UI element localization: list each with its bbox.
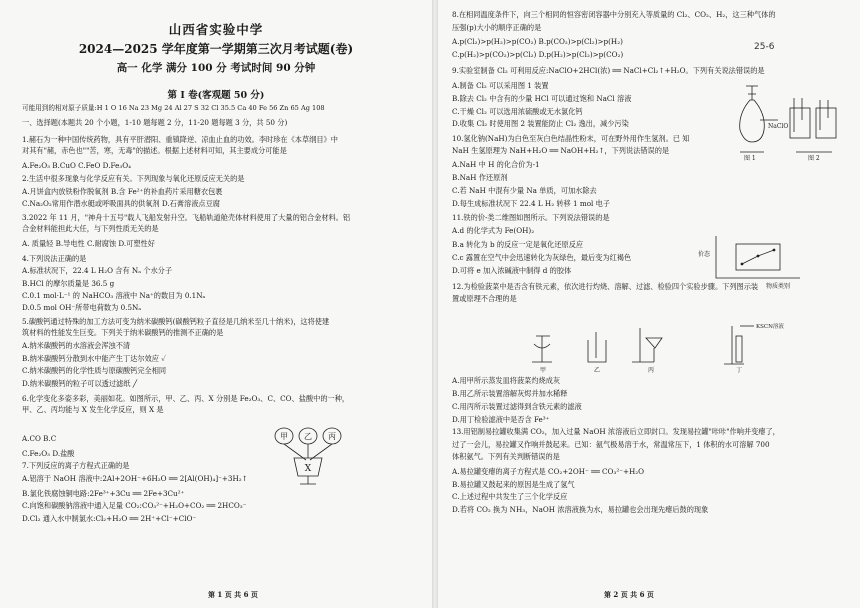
- question-line: 压强(p)大小的顺序正确的是: [452, 23, 542, 32]
- question-line: 2.生活中很多现象与化学反应有关。下列现象与氧化还原反应无关的是: [22, 174, 245, 183]
- page-footer-right: 第 2 页 共 6 页: [604, 590, 654, 599]
- question-line: A.NaH 中 H 的化合价为-1: [452, 160, 540, 169]
- question-line: NaH 生氢原理为 NaH+H₂O ══ NaOH+H₂↑，下列说法错误的是: [452, 146, 670, 155]
- question-line: A.p(Cl₂)>p(H₂)>p(CO₂) B.p(CO₂)>p(Cl₂)>p(H₂): [452, 37, 623, 46]
- question-line: D.0.5 mol OH⁻所带电荷数为 0.5Nₐ: [22, 303, 142, 312]
- page-footer-left: 第 1 页 共 6 页: [208, 590, 258, 599]
- question-line: C.Na₂O₂常用作潜水艇或呼吸面具的供氧剂 D.石膏溶液点豆腐: [22, 199, 220, 208]
- question-line: 对其有"赭，赤色也""苦，寒，无毒"的描述。根据上述材料可知，其主要成分可能是: [22, 146, 287, 155]
- chlorine-apparatus-figure: [728, 80, 848, 162]
- question-line: 1.赭石为一种中国传统药物，具有平肝潜阳、重镇降逆、凉血止血的功效。李时珍在《本草纲目》中: [22, 135, 338, 144]
- question-line: A.标准状况下，22.4 L H₂O 含有 Nₐ 个水分子: [22, 266, 173, 275]
- question-line: 甲、乙、丙均能与 X 发生化学反应，则 X 是: [22, 405, 164, 414]
- question-line: A.月饼盒内放铁粉作脱氧剂 B.含 Fe²⁺的补血药片采用糖衣包裹: [22, 187, 223, 196]
- figure-1-label: 图 1: [744, 155, 756, 162]
- graph-x-label: 物质类别: [766, 283, 791, 290]
- question-line: B.用乙所示装置溶解灰烬并加水稀释: [452, 389, 568, 398]
- question-line: C.干燥 Cl₂ 可以选用浓硫酸或无水氯化钙: [452, 107, 583, 116]
- question-line: D.纳米碳酸钙的粒子可以透过滤纸 ╱: [22, 379, 138, 388]
- atomic-masses: 可能用到的相对原子质量:H 1 O 16 Na 23 Mg 24 Al 27 S 32 Cl 35.5 Ca 40 Fe 56 Zn 65 Ag 108: [22, 104, 325, 112]
- exam-info: 高一 化学 满分 100 分 考试时间 90 分钟: [116, 62, 316, 74]
- question-line: 3.2022 年 11 月，"神舟十五号"载人飞船发射升空。飞船轨道舱壳体材料使用了大量的铝合金材料。铝: [22, 213, 351, 222]
- question-line: 6.化学变化多姿多彩，美丽如花。如图所示，甲、乙、丙、X 分别是 Fe₂O₃、C、CO、盐酸中的一种，: [22, 394, 350, 403]
- question-line: 4.下列说法正确的是: [22, 254, 87, 263]
- question-line: 13.用铝制易拉罐收集满 CO₂，加入过量 NaOH 浓溶液后立即封口。发现易拉罐"咔咔"作响并变瘪了，: [452, 427, 780, 436]
- question-line: C.上述过程中共发生了三个化学反应: [452, 492, 568, 501]
- page-2: [438, 0, 860, 608]
- question-line: A.用甲所示蒸发皿将菠菜灼烧成灰: [452, 376, 561, 385]
- question-line: 9.实验室制备 Cl₂ 可利用反应:NaClO+2HCl(浓) ══ NaCl+Cl₂↑+H₂O。下列有关说法错误的是: [452, 66, 765, 75]
- question-line: C.若 NaH 中混有少量 Na 单质，可加水除去: [452, 186, 597, 195]
- question-line: A.铝溶于 NaOH 溶液中:2Al+2OH⁻+6H₂O ══ 2[Al(OH)₄]⁻+3H₂↑: [22, 474, 248, 483]
- flower-label-jia: 甲: [280, 432, 288, 441]
- question-line: D.可将 e 加入浓碱液中制得 d 的胶体: [452, 266, 572, 275]
- question-line: B.HCl 的摩尔质量是 36.5 g: [22, 279, 115, 288]
- question-line: A. 质量轻 B.导电性 C.耐腐蚀 D.可塑性好: [22, 239, 155, 248]
- flower-label-yi: 乙: [304, 432, 312, 441]
- question-line: 置或原理不合理的是: [452, 294, 517, 303]
- section-instructions: 一、选择题(本题共 20 个小题，1-10 题每题 2 分，11-20 题每题 3 分，共 50 分): [22, 118, 288, 127]
- question-line: A.纳米碳酸钙的水溶液会浑浊不清: [22, 341, 131, 350]
- question-line: C.c 露置在空气中会迅速转化为灰绿色，最后变为红褐色: [452, 253, 632, 262]
- apparatus-label-bing: 丙: [648, 367, 655, 374]
- question-line: 合金材料能担此大任，与下列性质无关的是: [22, 224, 159, 233]
- question-line: C.Fe₂O₃ D.盐酸: [22, 449, 75, 458]
- question-line: D.用丁检验滤液中是否含 Fe³⁺: [452, 415, 550, 424]
- graph-y-label: 价态: [698, 251, 711, 258]
- question-line: 7.下列反应的离子方程式正确的是: [22, 461, 130, 470]
- question-line: B.除去 Cl₂ 中含有的少量 HCl 可以通过饱和 NaCl 溶液: [452, 94, 632, 103]
- question-line: D.每生成标准状况下 22.4 L H₂ 转移 1 mol 电子: [452, 199, 610, 208]
- question-line: B.易拉罐又鼓起来的原因是生成了氢气: [452, 480, 575, 489]
- question-line: B.a 转化为 b 的反应一定是氧化还原反应: [452, 240, 584, 249]
- apparatus-label-jia: 甲: [540, 367, 547, 374]
- handwritten-note: 25-6: [754, 42, 775, 52]
- question-line: A.制备 Cl₂ 可以采用图 1 装置: [452, 81, 549, 90]
- flower-diagram: [270, 426, 350, 488]
- kscn-label: KSCN溶液: [756, 324, 784, 330]
- question-line: D.收集 Cl₂ 时使用图 2 装置能防止 Cl₂ 逸出，减少污染: [452, 119, 629, 128]
- question-line: 体积氨气。下列有关判断错误的是: [452, 452, 560, 461]
- question-line: 12.为检验菠菜中是否含有铁元素，依次进行灼烧、溶解、过滤、检验四个实验步骤。下列图示装: [452, 282, 759, 291]
- question-line: B.纳米碳酸钙分散到水中能产生丁达尔效应 ✓: [22, 354, 166, 363]
- question-line: C.p(H₂)>p(CO₂)>p(Cl₂) D.p(H₂)>p(Cl₂)>p(CO₂): [452, 50, 624, 59]
- question-line: C.用丙所示装置过滤得到含铁元素的滤液: [452, 402, 582, 411]
- naclo-label: NaClO: [768, 123, 789, 130]
- question-line: C.纳米碳酸钙的化学性质与原碳酸钙完全相同: [22, 366, 167, 375]
- exam-title: 2024—2025 学年度第一学期第三次月考试题(卷): [78, 42, 354, 56]
- question-line: C.向饱和碳酸钠溶液中通入足量 CO₂:CO₃²⁻+H₂O+CO₂ ══ 2HCO₃⁻: [22, 501, 247, 510]
- question-line: A.易拉罐变瘪的离子方程式是 CO₂+2OH⁻ ══ CO₃²⁻+H₂O: [452, 467, 645, 476]
- question-line: 筑材料的性能发生巨变。下列关于纳米碳酸钙的推测不正确的是: [22, 328, 224, 337]
- question-line: D.若将 CO₂ 换为 NH₃，NaOH 浓溶液换为水，易拉罐也会出现先瘪后鼓的现象: [452, 505, 709, 514]
- question-line: 11.铁的价-类二维图如图所示。下列说法错误的是: [452, 213, 610, 222]
- school-name: 山西省实验中学: [168, 22, 264, 37]
- question-line: C.0.1 mol·L⁻¹ 的 NaHCO₃ 溶液中 Na⁺的数目为 0.1Nₐ: [22, 291, 206, 300]
- experiment-apparatus: [522, 322, 802, 374]
- apparatus-label-yi: 乙: [594, 367, 601, 374]
- question-line: A.CO B.C: [22, 434, 57, 443]
- question-line: A.Fe₂O₃ B.CuO C.FeO D.Fe₃O₄: [22, 161, 131, 170]
- question-line: B.NaH 作还原剂: [452, 173, 508, 182]
- question-line: 8.在相同温度条件下，向三个相同的恒容密闭容器中分别充入等质量的 Cl₂、CO₂、H₂，这三种气体的: [452, 10, 776, 19]
- question-line: A.d 的化学式为 Fe(OH)₂: [452, 226, 535, 235]
- iron-valence-graph: [696, 232, 806, 292]
- figure-2-label: 图 2: [808, 155, 820, 162]
- question-line: 5.碳酸钙通过特殊的加工方法可变为纳米碳酸钙(碳酸钙粒子直径是几纳米至几十纳米)，这将使建: [22, 317, 330, 326]
- question-line: 过了一会儿，易拉罐又作响并鼓起来。已知：氨气极易溶于水，常温常压下，1 体积的水可溶解 700: [452, 440, 770, 449]
- apparatus-label-ding: 丁: [736, 367, 743, 374]
- section-title: 第 I 卷(客观题 50 分): [167, 90, 265, 101]
- flower-label-bing: 丙: [328, 432, 336, 441]
- question-line: D.Cl₂ 通入水中制氯水:Cl₂+H₂O ══ 2H⁺+Cl⁻+ClO⁻: [22, 514, 197, 523]
- question-line: B.氯化铁腐蚀铜电路:2Fe³⁺+3Cu ══ 2Fe+3Cu²⁺: [22, 489, 185, 498]
- question-line: 10.氢化钠(NaH)为白色至灰白色结晶性粉末，可在野外用作生氢剂。已 知: [452, 134, 690, 143]
- flower-label-x: X: [304, 464, 312, 474]
